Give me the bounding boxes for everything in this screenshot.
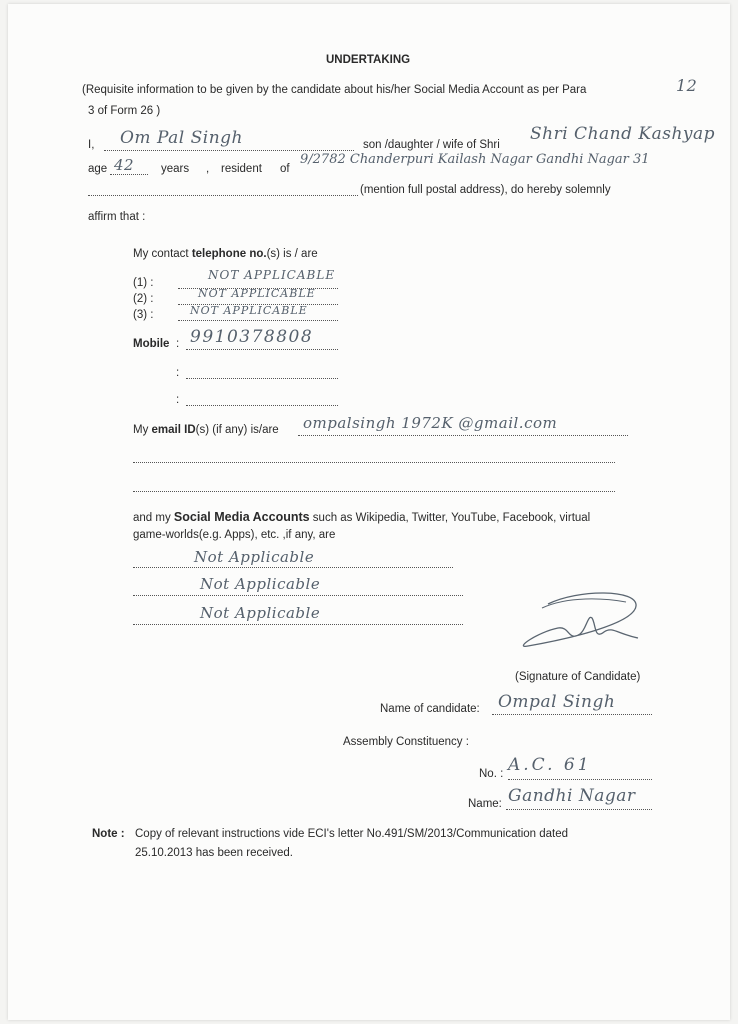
subtitle-line-1: (Requisite information to be given by the candidate about his/her Social Media Account as per Para	[82, 84, 587, 96]
signature-caption: (Signature of Candidate)	[515, 671, 641, 683]
note-line-2: 25.10.2013 has been received.	[135, 847, 293, 859]
phone-2-label: (2) :	[133, 293, 154, 305]
mobile-line	[186, 349, 338, 350]
address-handwritten: 9/2782 Chanderpuri Kailash Nagar Gandhi Nagar 31	[300, 152, 650, 167]
mobile-colon: :	[176, 338, 180, 350]
mobile-handwritten: 9910378808	[190, 327, 314, 347]
constituency-name-handwritten: Gandhi Nagar	[508, 786, 636, 806]
prefix-i: I,	[88, 139, 95, 151]
social-line-1	[133, 567, 453, 568]
candidate-name-sign-handwritten: Ompal Singh	[498, 692, 616, 712]
extra-mobile-line-2	[186, 405, 338, 406]
constituency-no-label: No. :	[479, 768, 504, 780]
constituency-name-label: Name:	[468, 798, 502, 810]
father-name-handwritten: Shri Chand Kashyap	[530, 124, 716, 144]
address-line-2	[88, 195, 358, 196]
comma: ,	[206, 163, 210, 175]
years-label: years	[161, 163, 190, 175]
affirm-text: affirm that :	[88, 211, 146, 223]
note-label: Note :	[92, 828, 125, 840]
son-of-label: son /daughter / wife of Shri	[363, 139, 500, 151]
age-line	[110, 174, 148, 175]
age-handwritten: 42	[114, 156, 135, 174]
postal-note: (mention full postal address), do hereby solemnly	[360, 184, 611, 196]
email-line-3	[133, 491, 615, 492]
extra-mobile-colon-1: :	[176, 367, 180, 379]
subtitle-line-2: 3 of Form 26 )	[88, 105, 161, 117]
constituency-name-line	[506, 809, 652, 810]
constituency-no-handwritten: A.C. 61	[508, 755, 592, 775]
candidate-name-handwritten: Om Pal Singh	[120, 128, 243, 148]
of-label: of	[280, 163, 290, 175]
email-handwritten: ompalsingh 1972K @gmail.com	[303, 414, 558, 432]
phone-3-label: (3) :	[133, 309, 154, 321]
social-line-2	[133, 595, 463, 596]
phone-1-label: (1) :	[133, 277, 154, 289]
constituency-no-line	[508, 779, 652, 780]
email-label: My email ID(s) (if any) is/are	[133, 424, 279, 436]
extra-mobile-colon-2: :	[176, 394, 180, 406]
document-page	[8, 4, 730, 1020]
candidate-signature	[508, 584, 648, 664]
social-line-3	[133, 624, 463, 625]
phone-3-line	[178, 320, 338, 321]
phone-3-handwritten: NOT APPLICABLE	[190, 304, 308, 317]
candidate-name-line	[104, 150, 354, 151]
age-label: age	[88, 163, 108, 175]
email-line-2	[133, 462, 615, 463]
note-line-1: Copy of relevant instructions vide ECI's letter No.491/SM/2013/Communication dated	[135, 828, 569, 840]
social-intro-line-2: game-worlds(e.g. Apps), etc. ,if any, are	[133, 529, 336, 541]
candidate-name-label: Name of candidate:	[380, 703, 480, 715]
email-line-1	[298, 435, 628, 436]
extra-mobile-line-1	[186, 378, 338, 379]
resident-label: resident	[221, 163, 262, 175]
phone-1-handwritten: NOT APPLICABLE	[208, 268, 336, 282]
social-account-1-handwritten: Not Applicable	[194, 548, 315, 566]
phone-2-handwritten: NOT APPLICABLE	[198, 287, 316, 300]
social-account-2-handwritten: Not Applicable	[200, 575, 321, 593]
social-intro-line-1: and my Social Media Accounts such as Wikipedia, Twitter, YouTube, Facebook, virtual	[133, 510, 591, 524]
social-account-3-handwritten: Not Applicable	[200, 604, 321, 622]
document-title: UNDERTAKING	[326, 54, 411, 66]
constituency-label: Assembly Constituency :	[343, 736, 469, 748]
contact-intro: My contact telephone no.(s) is / are	[133, 248, 318, 260]
mobile-label: Mobile	[133, 338, 170, 350]
page-mark: 12	[676, 76, 698, 95]
candidate-name-sign-line	[492, 714, 652, 715]
